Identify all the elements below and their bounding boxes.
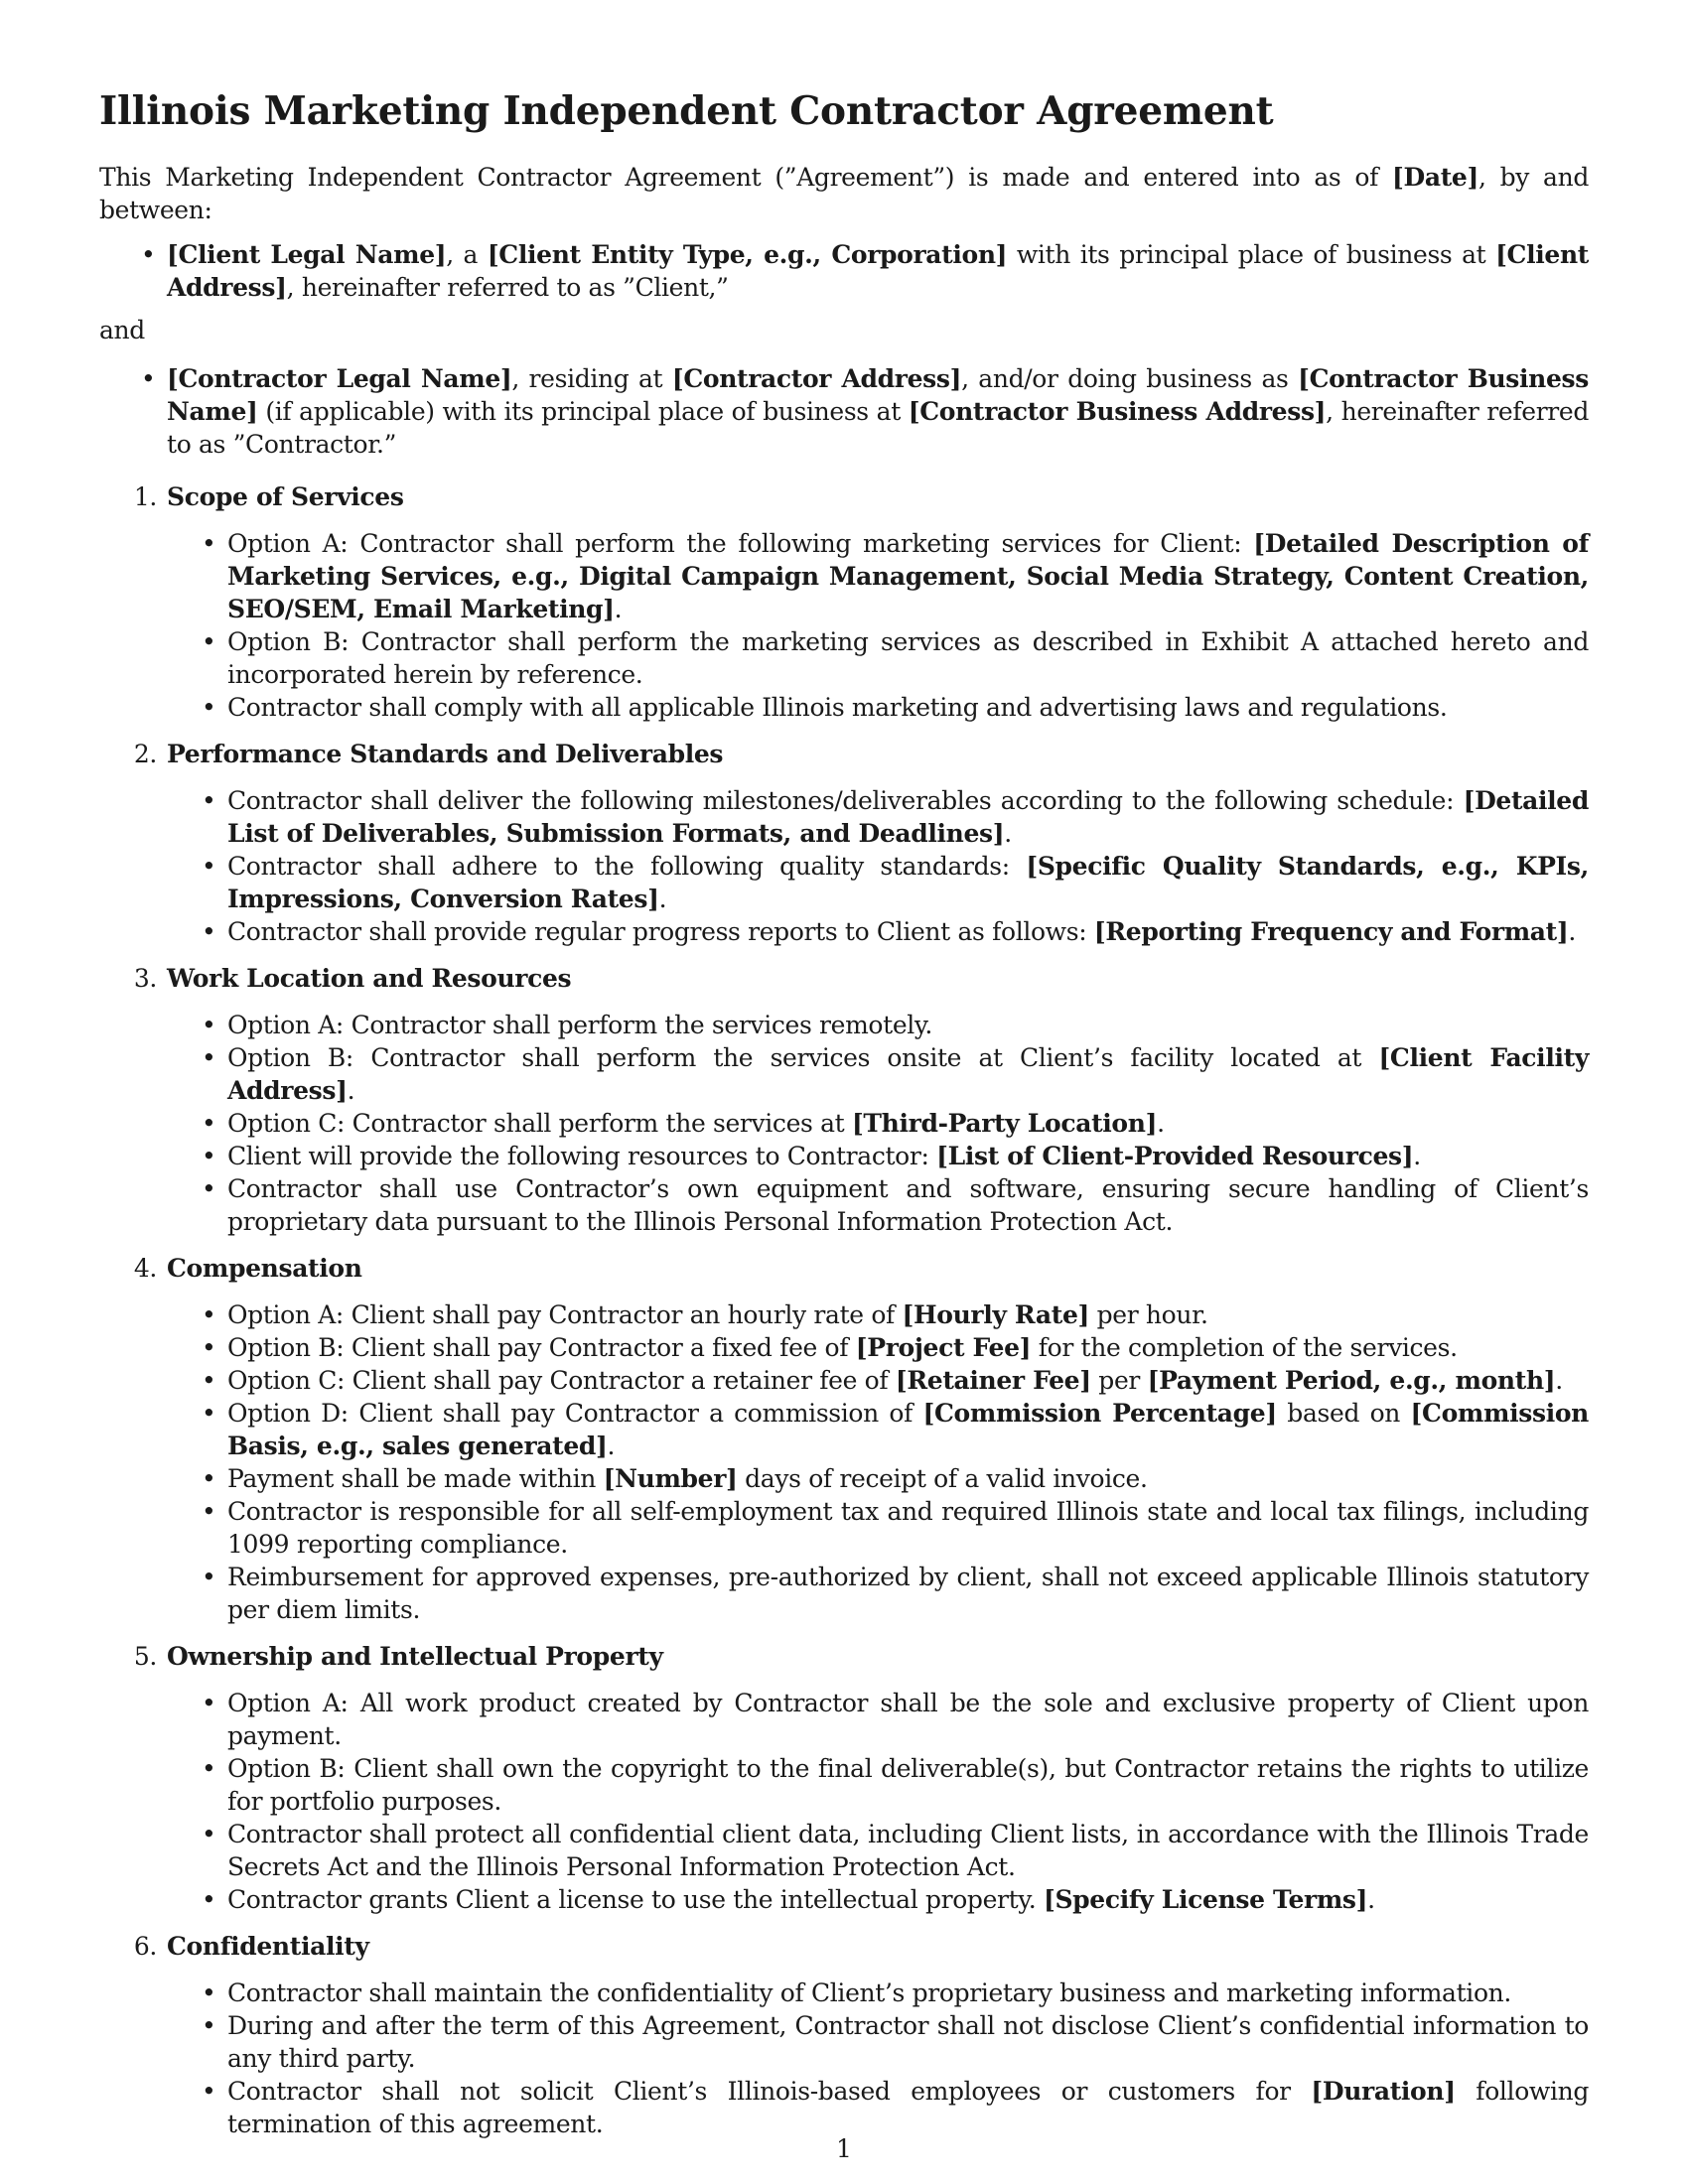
clause-item bbox=[227, 527, 1589, 625]
text-run: Contractor shall provide regular progress reports to Client as follows: bbox=[227, 917, 1094, 946]
text-run: , a bbox=[446, 240, 488, 269]
section-3 bbox=[99, 962, 1589, 1238]
text-run: Option A: Client shall pay Contractor an hourly rate of bbox=[227, 1300, 903, 1329]
section-number: 5. bbox=[133, 1642, 157, 1671]
text-run: following termination of this agreement. bbox=[227, 2077, 1590, 2138]
section-items bbox=[99, 1298, 1589, 1626]
party-contractor bbox=[167, 362, 1589, 461]
text-run: Contractor shall maintain the confidentiality of Client’s proprietary business and marketing information. bbox=[227, 1979, 1511, 2007]
text-run: Option C: Contractor shall perform the services at bbox=[227, 1109, 852, 1138]
section-title: Scope of Services bbox=[167, 482, 404, 511]
section-number: 1. bbox=[133, 482, 157, 511]
placeholder-field: [Project Fee] bbox=[855, 1333, 1032, 1362]
document-title: Illinois Marketing Independent Contractor Agreement bbox=[99, 88, 1274, 134]
sections-list bbox=[99, 480, 1589, 2140]
text-run: . bbox=[614, 595, 623, 623]
text-run: Contractor grants Client a license to use the intellectual property. bbox=[227, 1885, 1044, 1914]
placeholder-field: [Client Facility Address] bbox=[227, 1043, 1589, 1105]
clause-item bbox=[227, 1009, 1589, 1041]
section-heading bbox=[99, 1930, 1589, 1963]
section-title: Confidentiality bbox=[167, 1932, 369, 1961]
text-run: Contractor shall comply with all applicable Illinois marketing and advertising laws and regulations. bbox=[227, 693, 1448, 722]
clause-item bbox=[227, 1687, 1589, 1752]
placeholder-field: [Contractor Legal Name] bbox=[167, 364, 512, 393]
text-run: . bbox=[1413, 1142, 1421, 1170]
text-run: Contractor shall protect all confidential client data, including Client lists, in accordance with the Illinois Trade Secrets Act and the Illinois Personal Information Protection Act. bbox=[227, 1820, 1589, 1881]
placeholder-field: [Commission Basis, e.g., sales generated] bbox=[227, 1399, 1589, 1460]
text-run: per hour. bbox=[1089, 1300, 1208, 1329]
placeholder-field: [Client Address] bbox=[167, 240, 1589, 302]
text-run: During and after the term of this Agreement, Contractor shall not disclose Client’s confidential information to any third party. bbox=[227, 2011, 1589, 2073]
text-run: , by and between: bbox=[99, 163, 1589, 224]
text-run: Contractor shall adhere to the following quality standards: bbox=[227, 852, 1027, 881]
section-title: Performance Standards and Deliverables bbox=[167, 740, 724, 768]
clause-item bbox=[227, 784, 1589, 850]
text-run: based on bbox=[1276, 1399, 1411, 1428]
placeholder-field: [List of Client-Provided Resources] bbox=[936, 1142, 1414, 1170]
section-number: 6. bbox=[133, 1932, 157, 1961]
text-run: . bbox=[1004, 819, 1012, 848]
clause-item bbox=[227, 1818, 1589, 1883]
clause-item bbox=[227, 1172, 1589, 1238]
page-number: 1 bbox=[836, 2134, 852, 2163]
clause-item bbox=[227, 1107, 1589, 1140]
text-run: with its principal place of business at bbox=[1007, 240, 1496, 269]
clause-item bbox=[227, 625, 1589, 691]
clause-item bbox=[227, 1752, 1589, 1818]
text-run: days of receipt of a valid invoice. bbox=[737, 1464, 1148, 1493]
text-run: , residing at bbox=[511, 364, 672, 393]
intro-paragraph bbox=[99, 161, 1589, 226]
clause-item bbox=[227, 1364, 1589, 1397]
text-run: , hereinafter referred to as ”Client,” bbox=[286, 273, 729, 302]
section-5 bbox=[99, 1640, 1589, 1916]
placeholder-field: [Date] bbox=[1392, 163, 1478, 192]
text-run: Option A: All work product created by Contractor shall be the sole and exclusive property of Client upon payment. bbox=[227, 1689, 1589, 1750]
text-run: . bbox=[658, 885, 667, 913]
section-heading bbox=[99, 1252, 1589, 1285]
text-run: , and/or doing business as bbox=[961, 364, 1299, 393]
section-4 bbox=[99, 1252, 1589, 1626]
text-run: per bbox=[1090, 1366, 1148, 1395]
clause-item bbox=[227, 1883, 1589, 1916]
section-6 bbox=[99, 1930, 1589, 2140]
placeholder-field: [Third-Party Location] bbox=[851, 1109, 1158, 1138]
text-run: . bbox=[1367, 1885, 1375, 1914]
section-heading bbox=[99, 1640, 1589, 1673]
section-heading bbox=[99, 480, 1589, 513]
text-run: Option C: Client shall pay Contractor a retainer fee of bbox=[227, 1366, 896, 1395]
text-run: Contractor shall not solicit Client’s Illinois-based employees or customers for bbox=[227, 2077, 1312, 2106]
text-run: Option B: Client shall own the copyright to the final deliverable(s), but Contractor retains the rights to utilize for portfolio purposes. bbox=[227, 1754, 1589, 1816]
section-number: 2. bbox=[133, 740, 157, 768]
clause-item bbox=[227, 1462, 1589, 1495]
placeholder-field: [Reporting Frequency and Format] bbox=[1093, 917, 1569, 946]
section-items bbox=[99, 784, 1589, 948]
text-run: , hereinafter referred to as ”Contractor.” bbox=[167, 397, 1589, 459]
placeholder-field: [Number] bbox=[603, 1464, 738, 1493]
clause-item bbox=[227, 1041, 1589, 1107]
clause-item bbox=[227, 850, 1589, 915]
clause-item bbox=[227, 1397, 1589, 1462]
section-title: Work Location and Resources bbox=[167, 964, 572, 993]
clause-item bbox=[227, 1977, 1589, 2009]
clause-item bbox=[227, 1331, 1589, 1364]
clause-item bbox=[227, 1140, 1589, 1172]
parties-list bbox=[99, 238, 1589, 304]
text-run: Reimbursement for approved expenses, pre-authorized by client, shall not exceed applicable Illinois statutory per diem limits. bbox=[227, 1563, 1589, 1624]
clause-item bbox=[227, 1495, 1589, 1561]
text-run: . bbox=[1555, 1366, 1563, 1395]
section-items bbox=[99, 1687, 1589, 1916]
placeholder-field: [Retainer Fee] bbox=[895, 1366, 1091, 1395]
section-title: Compensation bbox=[167, 1254, 362, 1283]
section-2 bbox=[99, 738, 1589, 948]
clause-item bbox=[227, 915, 1589, 948]
placeholder-field: [Specify License Terms] bbox=[1043, 1885, 1368, 1914]
section-heading bbox=[99, 738, 1589, 770]
placeholder-field: [Contractor Address] bbox=[671, 364, 962, 393]
clause-item bbox=[227, 1298, 1589, 1331]
placeholder-field: [Contractor Business Name] bbox=[167, 364, 1590, 426]
parties-list-contractor bbox=[99, 362, 1589, 461]
placeholder-field: [Specific Quality Standards, e.g., KPIs, Impressions, Conversion Rates] bbox=[227, 852, 1589, 913]
text-run: Contractor is responsible for all self-employment tax and required Illinois state and local tax filings, including 1099 reporting compliance. bbox=[227, 1497, 1589, 1559]
text-run: (if applicable) with its principal place of business at bbox=[257, 397, 909, 426]
clause-item bbox=[227, 1561, 1589, 1626]
document-page bbox=[99, 87, 1589, 2154]
clause-item bbox=[227, 2009, 1589, 2075]
placeholder-field: [Duration] bbox=[1311, 2077, 1456, 2106]
text-run: Option A: Contractor shall perform the services remotely. bbox=[227, 1011, 932, 1039]
section-items bbox=[99, 527, 1589, 724]
section-items bbox=[99, 1009, 1589, 1238]
section-number: 3. bbox=[133, 964, 157, 993]
text-run: . bbox=[607, 1432, 616, 1460]
placeholder-field: [Hourly Rate] bbox=[902, 1300, 1090, 1329]
section-heading bbox=[99, 962, 1589, 995]
text-run: Option B: Client shall pay Contractor a fixed fee of bbox=[227, 1333, 856, 1362]
clause-item bbox=[227, 2075, 1589, 2140]
placeholder-field: [Detailed List of Deliverables, Submission Formats, and Deadlines] bbox=[227, 786, 1589, 848]
party-client bbox=[167, 238, 1589, 304]
placeholder-field: [Commission Percentage] bbox=[922, 1399, 1277, 1428]
text-run: . bbox=[347, 1076, 355, 1105]
placeholder-field: [Detailed Description of Marketing Services, e.g., Digital Campaign Management, Social Media Strategy, Content Creation, SEO/SEM, Email Marketing] bbox=[227, 529, 1590, 623]
section-items bbox=[99, 1977, 1589, 2140]
clause-item bbox=[227, 691, 1589, 724]
section-1 bbox=[99, 480, 1589, 724]
placeholder-field: [Contractor Business Address] bbox=[908, 397, 1327, 426]
text-run: for the completion of the services. bbox=[1031, 1333, 1458, 1362]
text-run: Contractor shall use Contractor’s own equipment and software, ensuring secure handling of Client’s proprietary data pursuant to the Illinois Personal Information Protection Act. bbox=[227, 1174, 1589, 1236]
text-run: This Marketing Independent Contractor Agreement (”Agreement”) is made and entered into as of bbox=[99, 163, 1393, 192]
text-run: Client will provide the following resources to Contractor: bbox=[227, 1142, 937, 1170]
text-run: . bbox=[1157, 1109, 1165, 1138]
placeholder-field: [Client Entity Type, e.g., Corporation] bbox=[487, 240, 1008, 269]
text-run: Option B: Contractor shall perform the services onsite at Client’s facility located at bbox=[227, 1043, 1379, 1072]
section-number: 4. bbox=[133, 1254, 157, 1283]
text-run: Contractor shall deliver the following milestones/deliverables according to the following schedule: bbox=[227, 786, 1464, 815]
placeholder-field: [Payment Period, e.g., month] bbox=[1147, 1366, 1556, 1395]
text-run: . bbox=[1568, 917, 1576, 946]
and-connector: and bbox=[99, 316, 145, 344]
text-run: Payment shall be made within bbox=[227, 1464, 604, 1493]
text-run: Option D: Client shall pay Contractor a commission of bbox=[227, 1399, 923, 1428]
text-run: Option B: Contractor shall perform the marketing services as described in Exhibit A attached hereto and incorporated herein by reference. bbox=[227, 627, 1589, 689]
text-run: Option A: Contractor shall perform the following marketing services for Client: bbox=[227, 529, 1254, 558]
placeholder-field: [Client Legal Name] bbox=[167, 240, 447, 269]
section-title: Ownership and Intellectual Property bbox=[167, 1642, 663, 1671]
